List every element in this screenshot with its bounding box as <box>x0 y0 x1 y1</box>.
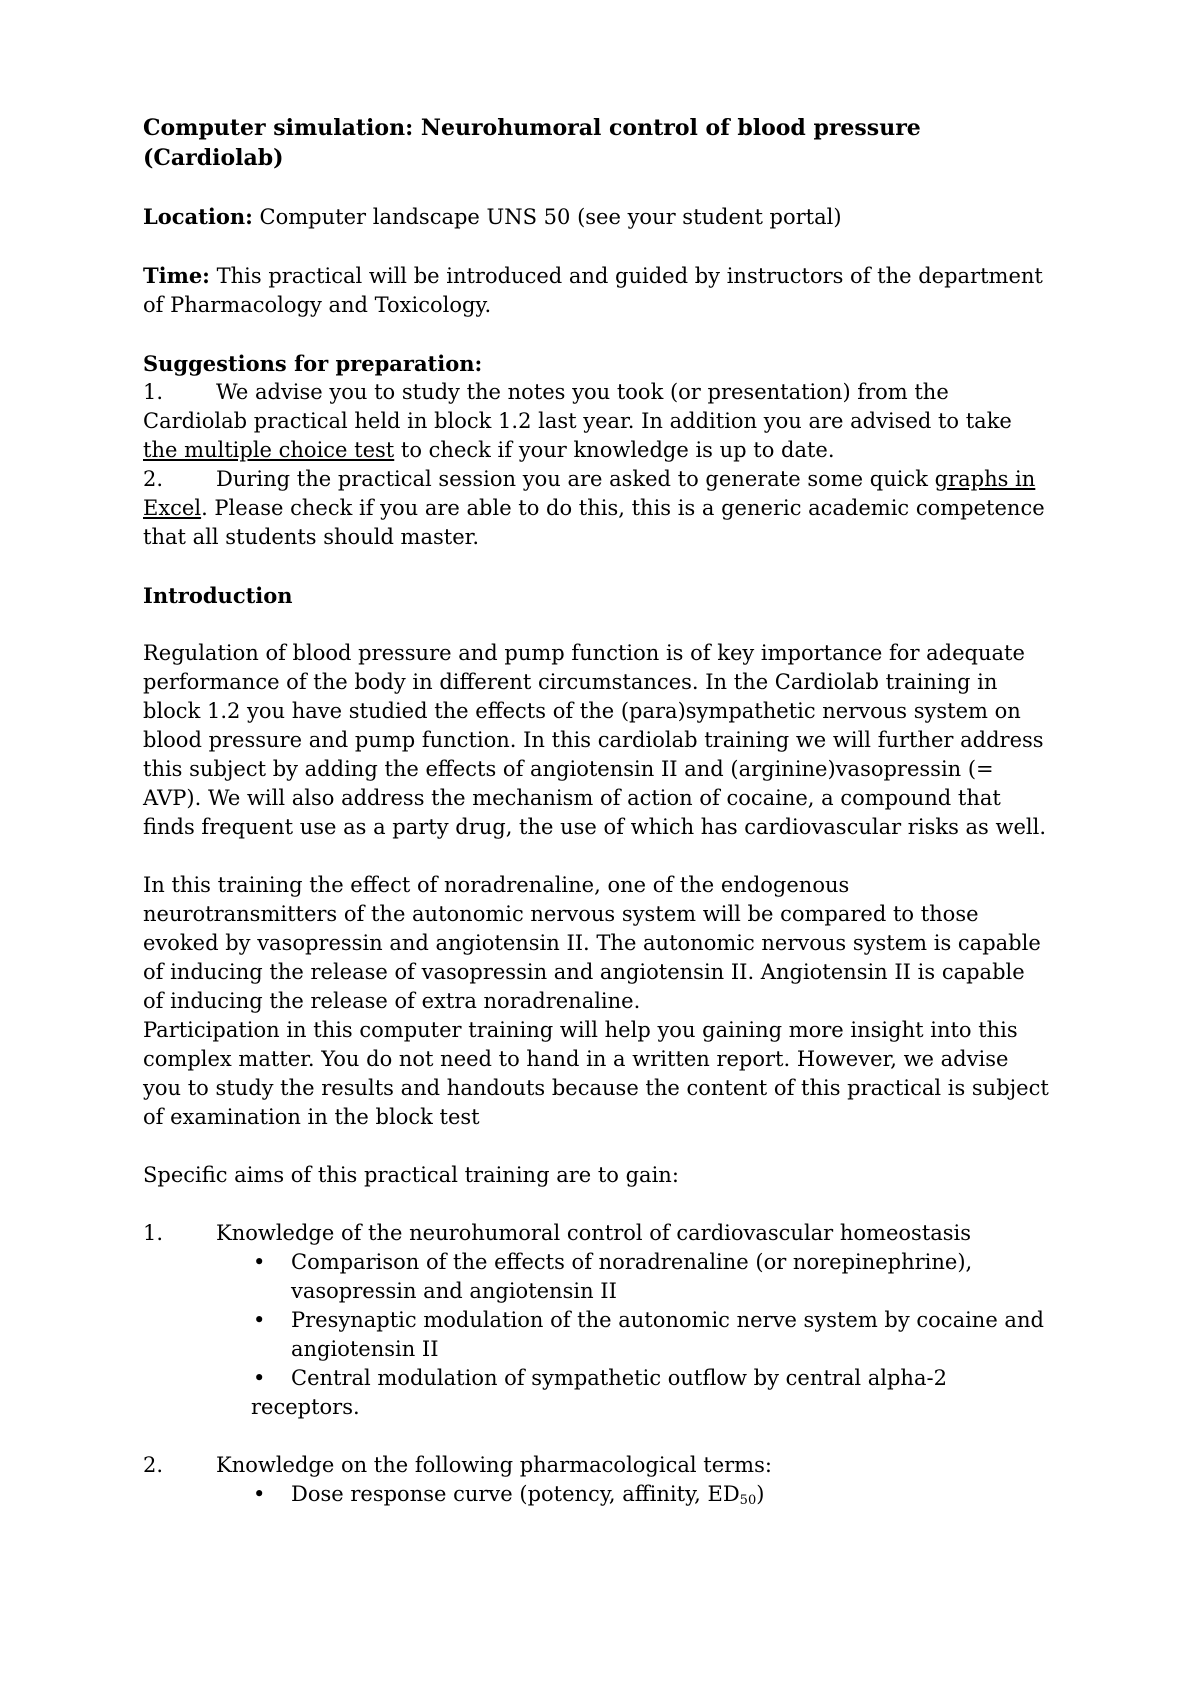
location-text: Computer landscape UNS 50 (see your student portal) <box>252 205 842 229</box>
title-line-1: Computer simulation: Neurohumoral control of blood pressure <box>143 115 921 141</box>
aim-2-bullet-list <box>251 1480 1050 1509</box>
bullet-text <box>291 1480 1050 1509</box>
suggestion-text-1b: to check if your knowledge is up to date. <box>394 438 835 462</box>
suggestion-text-1a: We advise you to study the notes you took (or presentation) from the Cardiolab practical held in block 1.2 last year. In addition you are advised to take <box>143 380 1012 433</box>
aim-text-2: Knowledge on the following pharmacological terms: <box>216 1453 772 1477</box>
time-label: Time: <box>143 263 210 288</box>
introduction-paragraph-3: Participation in this computer training will help you gaining more insight into this complex matter. You do not need to hand in a written report. However, we advise you to study the results and handouts because the content of this practical is subject of examination in the block test <box>143 1018 1049 1129</box>
introduction-paragraph-1: Regulation of blood pressure and pump function is of key importance for adequate performance of the body in different circumstances. In the Cardiolab training in block 1.2 you have studied the effects of the (para)sympathetic nervous system on blood pressure and pump function. In this cardiolab training we will further address this subject by adding the effects of angiotensin II and (arginine)vasopressin (= AVP). We will also address the mechanism of action of cocaine, a compound that finds frequent use as a party drug, the use of which has cardiovascular risks as well. <box>143 641 1046 839</box>
dose-response-text: Dose response curve (potency, affinity, ED <box>291 1482 740 1506</box>
introduction-heading: Introduction <box>143 583 293 608</box>
bullet-text: Presynaptic modulation of the autonomic nerve system by cocaine and angiotensin II <box>291 1308 1044 1361</box>
bullet-icon: • <box>253 1366 266 1390</box>
bullet-text: Comparison of the effects of noradrenaline (or norepinephrine), vasopressin and angiotensin II <box>291 1250 973 1303</box>
suggestion-item-2 <box>143 465 1050 552</box>
bullet-3-line-2: receptors. <box>251 1395 360 1419</box>
dose-response-close: ) <box>756 1482 765 1506</box>
time-text: This practical will be introduced and guided by instructors of the department of Pharmacology and Toxicology. <box>143 264 1043 317</box>
bullet-3-line-1: Central modulation of sympathetic outflow by central alpha-2 <box>291 1366 947 1390</box>
suggestion-item-1 <box>143 378 1050 465</box>
ed50-subscript: 50 <box>739 1493 757 1508</box>
aim-text-1: Knowledge of the neurohumoral control of cardiovascular homeostasis <box>216 1221 972 1245</box>
location-label: Location: <box>143 204 253 229</box>
bullet-icon: • <box>253 1308 266 1332</box>
location-line <box>143 202 1050 232</box>
aim-item-1 <box>143 1219 1050 1248</box>
suggestion-number-1: 1. <box>143 380 164 404</box>
list-item <box>251 1306 1050 1364</box>
time-paragraph <box>143 261 1050 320</box>
aim-number-1: 1. <box>143 1221 164 1245</box>
aim-1-bullet-list <box>251 1248 1050 1364</box>
aim-1-bullet-3 <box>251 1364 1050 1422</box>
aim-item-2 <box>143 1451 1050 1480</box>
list-item <box>251 1248 1050 1306</box>
document-title <box>143 113 1050 173</box>
suggestions-heading: Suggestions for preparation: <box>143 351 483 376</box>
suggestion-number-2: 2. <box>143 467 164 491</box>
suggestion-text-2b: . Please check if you are able to do this, this is a generic academic competence that all students should master. <box>143 496 1045 549</box>
suggestion-text-2a: During the practical session you are asked to generate some quick <box>216 467 935 491</box>
multiple-choice-test-link[interactable]: the multiple choice test <box>143 438 395 462</box>
title-line-2: (Cardiolab) <box>143 145 284 171</box>
introduction-paragraph-2: In this training the effect of noradrenaline, one of the endogenous neurotransmitters of the autonomic nervous system will be compared to those evoked by vasopressin and angiotensin II. The autonomic nervous system is capable of inducing the release of vasopressin and angiotensin II. Angiotensin II is capable of inducing the release of extra noradrenaline. <box>143 873 1041 1013</box>
aims-intro: Specific aims of this practical training are to gain: <box>143 1163 679 1187</box>
graphs-in-excel-link[interactable]: graphs in Excel <box>143 467 1036 520</box>
bullet-icon: • <box>253 1482 266 1506</box>
list-item <box>251 1480 1050 1509</box>
aim-number-2: 2. <box>143 1453 164 1477</box>
bullet-icon: • <box>253 1250 266 1274</box>
